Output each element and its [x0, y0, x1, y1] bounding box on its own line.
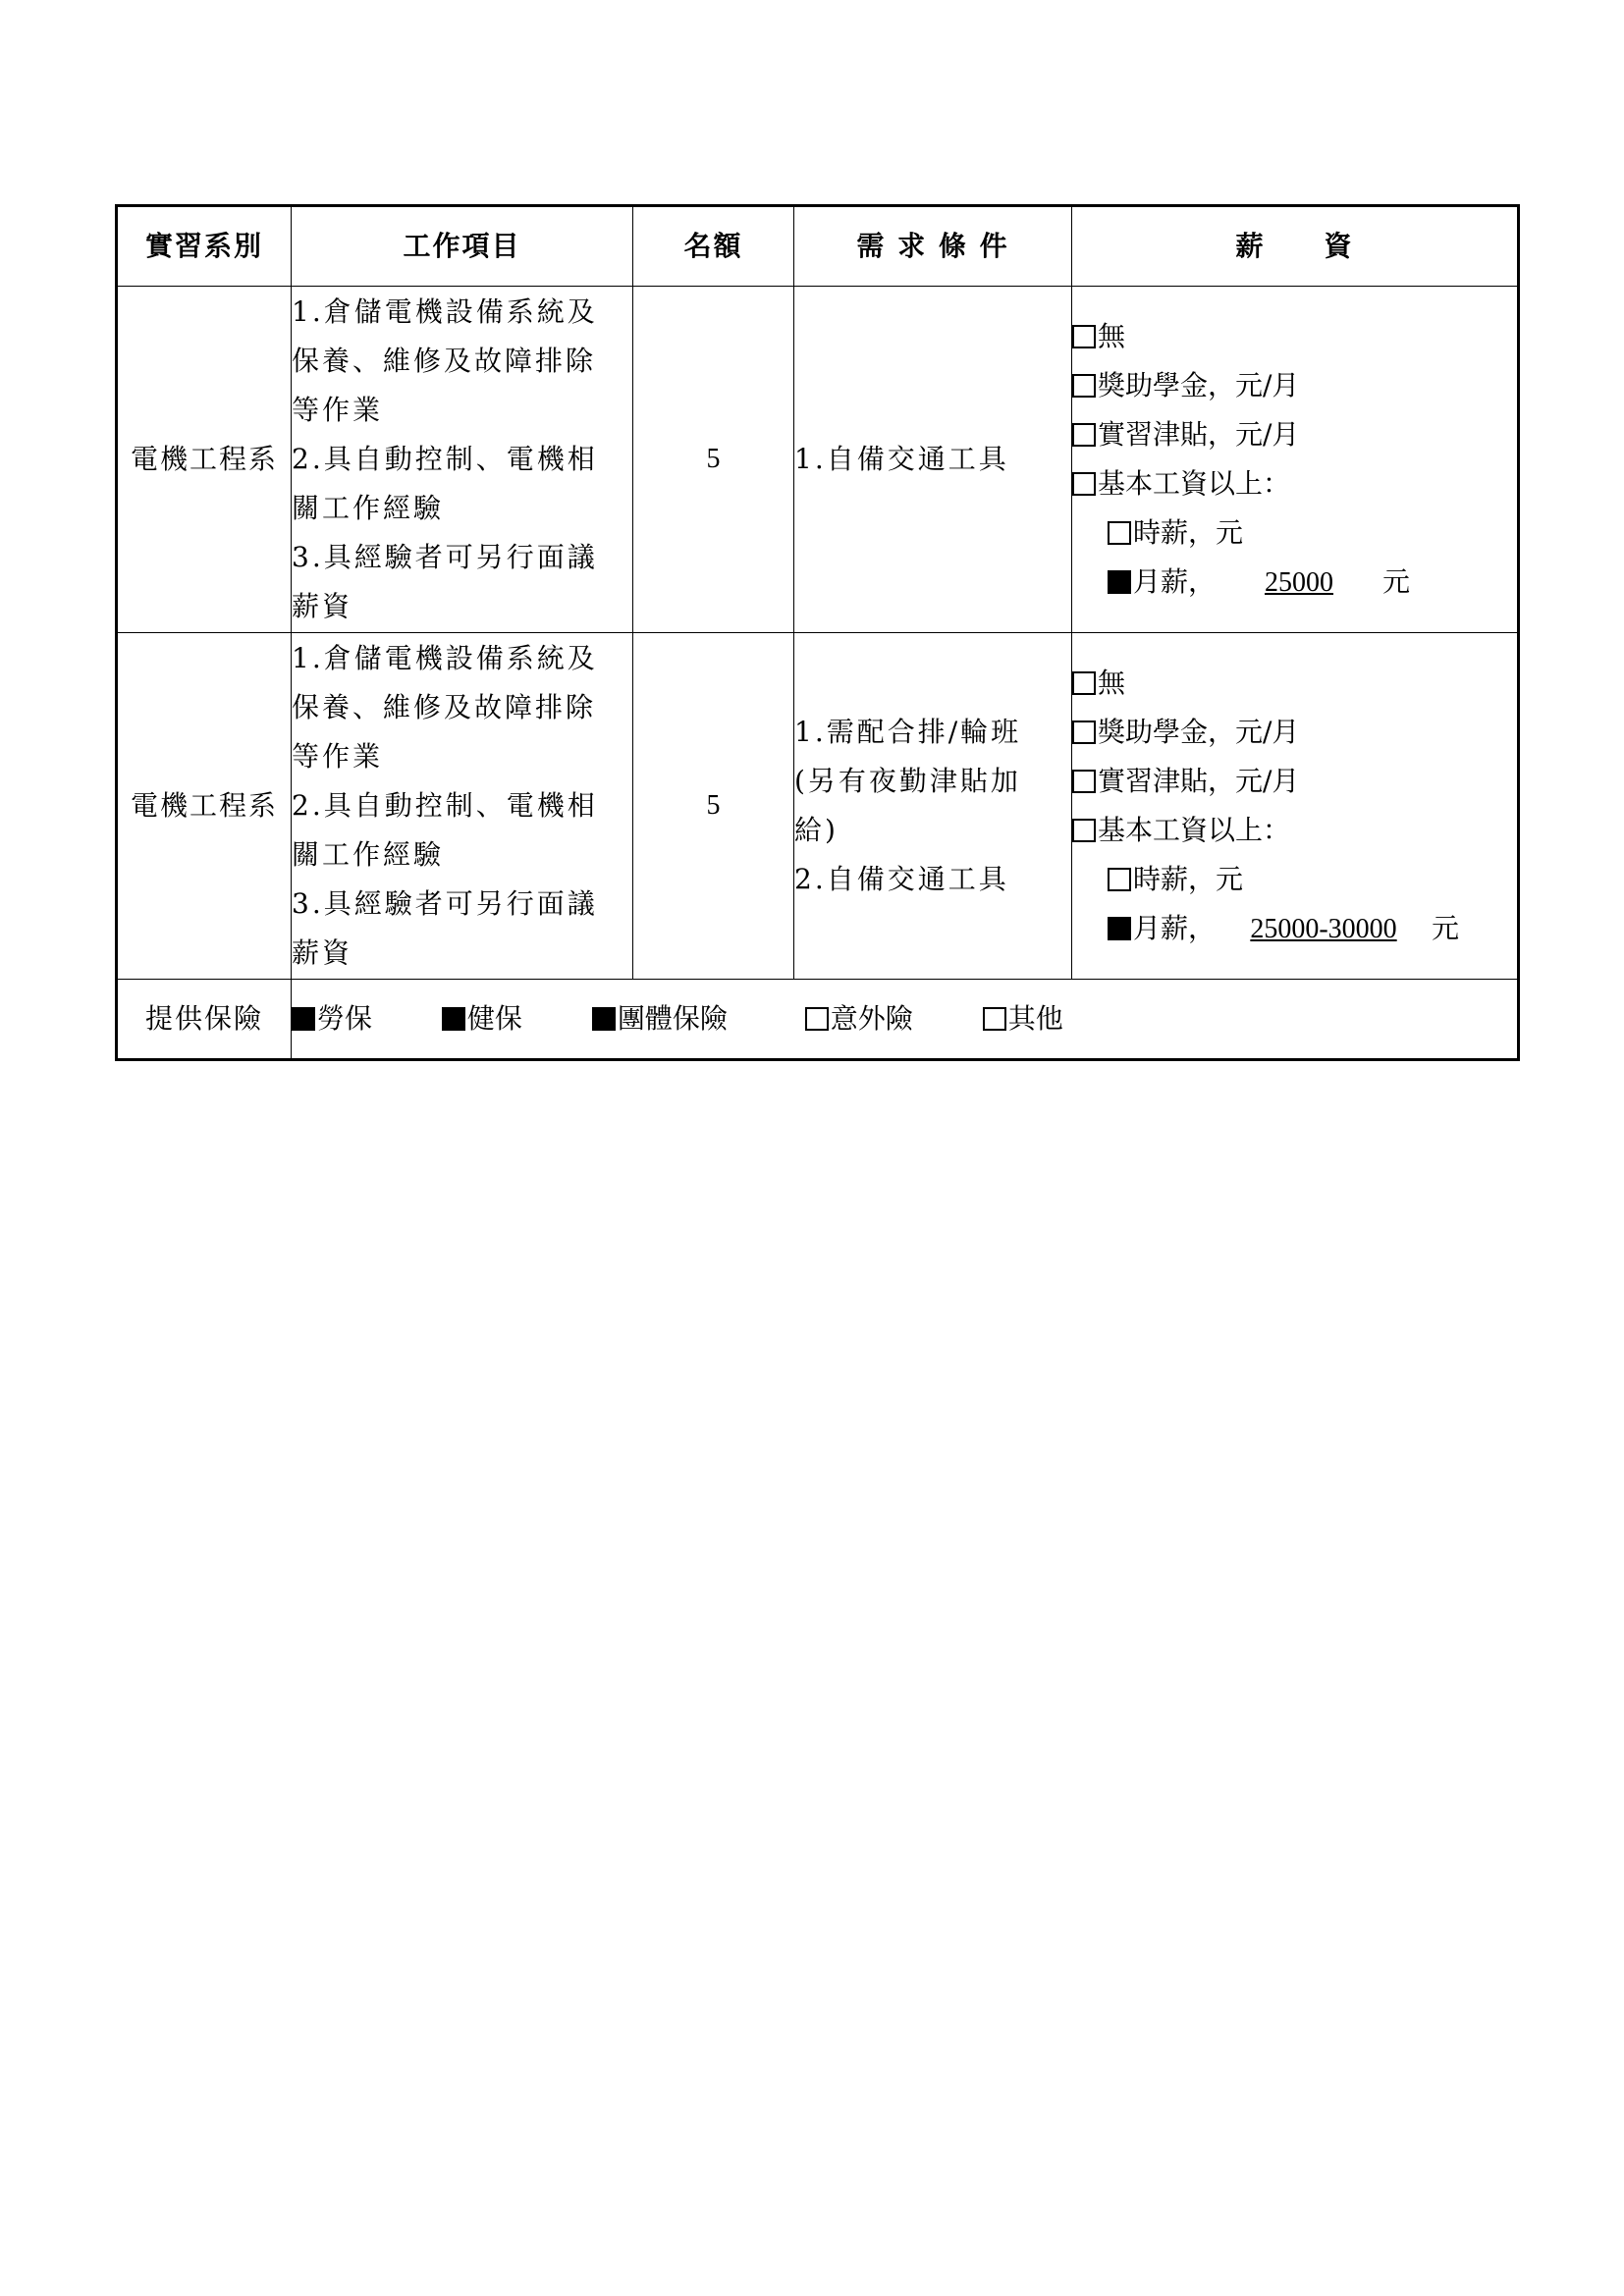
salary-option-monthly: 月薪， 25000-30000 元	[1072, 904, 1517, 954]
header-requirements: 需 求 條 件	[794, 206, 1072, 287]
checkbox-unchecked-icon[interactable]	[1072, 770, 1096, 793]
requirements-cell	[794, 633, 1072, 980]
checkbox-unchecked-icon[interactable]	[1072, 472, 1096, 496]
table-row	[117, 633, 1519, 980]
salary-option-monthly: 月薪， 25000 元	[1072, 558, 1517, 608]
insurance-option-other: 其他	[983, 994, 1063, 1043]
salary-option-base: 基本工資以上：	[1072, 459, 1517, 508]
duty-line: 2.具自動控制、電機相	[292, 443, 598, 475]
salary-option-hourly: 時薪，元	[1072, 508, 1517, 558]
checkbox-checked-icon[interactable]	[442, 1007, 465, 1031]
duty-line: 3.具經驗者可另行面議	[292, 541, 598, 573]
salary-option-none: 無	[1072, 312, 1517, 361]
duty-line: 薪資	[292, 936, 353, 969]
requirement-line: 2.自備交通工具	[794, 863, 1009, 895]
duty-line: 1.倉儲電機設備系統及	[292, 295, 598, 328]
salary-option-base: 基本工資以上：	[1072, 806, 1517, 855]
salary-option-stipend: 獎助學金，元/月	[1072, 708, 1517, 757]
salary-option-none: 無	[1072, 659, 1517, 708]
salary-option-allowance: 實習津貼，元/月	[1072, 410, 1517, 459]
salary-option-stipend: 獎助學金，元/月	[1072, 361, 1517, 410]
department-cell: 電機工程系	[117, 287, 292, 633]
checkbox-unchecked-icon[interactable]	[1072, 819, 1096, 842]
duty-line: 薪資	[292, 590, 353, 622]
checkbox-unchecked-icon[interactable]	[1072, 671, 1096, 695]
checkbox-checked-icon[interactable]	[1108, 570, 1131, 594]
monthly-amount: 25000-30000	[1250, 913, 1397, 944]
insurance-options	[292, 980, 1519, 1060]
checkbox-unchecked-icon[interactable]	[805, 1007, 829, 1031]
duty-line: 關工作經驗	[292, 492, 445, 524]
checkbox-checked-icon[interactable]	[592, 1007, 616, 1031]
header-duties: 工作項目	[292, 206, 633, 287]
salary-option-hourly: 時薪，元	[1072, 855, 1517, 904]
duty-line: 3.具經驗者可另行面議	[292, 887, 598, 920]
header-department: 實習系別	[117, 206, 292, 287]
salary-option-allowance: 實習津貼，元/月	[1072, 757, 1517, 806]
requirement-line: 1.自備交通工具	[794, 443, 1009, 475]
insurance-option-labor: 勞保	[292, 994, 372, 1043]
duty-line: 關工作經驗	[292, 838, 445, 871]
duty-line: 2.具自動控制、電機相	[292, 789, 598, 822]
duty-line: 1.倉儲電機設備系統及	[292, 642, 598, 674]
checkbox-unchecked-icon[interactable]	[1072, 721, 1096, 744]
quota-cell: 5	[633, 633, 794, 980]
monthly-amount: 25000	[1265, 566, 1334, 598]
checkbox-checked-icon[interactable]	[1108, 917, 1131, 940]
table-row	[117, 287, 1519, 633]
salary-cell	[1072, 633, 1519, 980]
checkbox-unchecked-icon[interactable]	[1072, 423, 1096, 447]
insurance-option-health: 健保	[442, 994, 522, 1043]
duty-line: 保養、維修及故障排除	[292, 345, 597, 377]
header-quota: 名額	[633, 206, 794, 287]
checkbox-unchecked-icon[interactable]	[1072, 325, 1096, 348]
insurance-row	[117, 980, 1519, 1060]
requirement-line: 1.需配合排/輪班	[794, 716, 1022, 748]
quota-cell: 5	[633, 287, 794, 633]
department-cell: 電機工程系	[117, 633, 292, 980]
requirement-line: 給)	[794, 814, 839, 846]
insurance-option-accident: 意外險	[805, 994, 913, 1043]
insurance-label: 提供保險	[117, 980, 292, 1060]
checkbox-checked-icon[interactable]	[292, 1007, 315, 1031]
insurance-option-group: 團體保險	[592, 994, 728, 1043]
checkbox-unchecked-icon[interactable]	[983, 1007, 1006, 1031]
checkbox-unchecked-icon[interactable]	[1108, 521, 1131, 545]
checkbox-unchecked-icon[interactable]	[1108, 868, 1131, 891]
duties-cell	[292, 287, 633, 633]
duties-cell	[292, 633, 633, 980]
duty-line: 等作業	[292, 740, 384, 773]
duty-line: 等作業	[292, 394, 384, 426]
salary-cell	[1072, 287, 1519, 633]
requirement-line: (另有夜勤津貼加	[794, 765, 1021, 797]
header-row	[117, 206, 1519, 287]
requirements-cell	[794, 287, 1072, 633]
duty-line: 保養、維修及故障排除	[292, 691, 597, 723]
header-salary: 薪 資	[1072, 206, 1519, 287]
checkbox-unchecked-icon[interactable]	[1072, 374, 1096, 398]
internship-table	[115, 204, 1520, 1061]
